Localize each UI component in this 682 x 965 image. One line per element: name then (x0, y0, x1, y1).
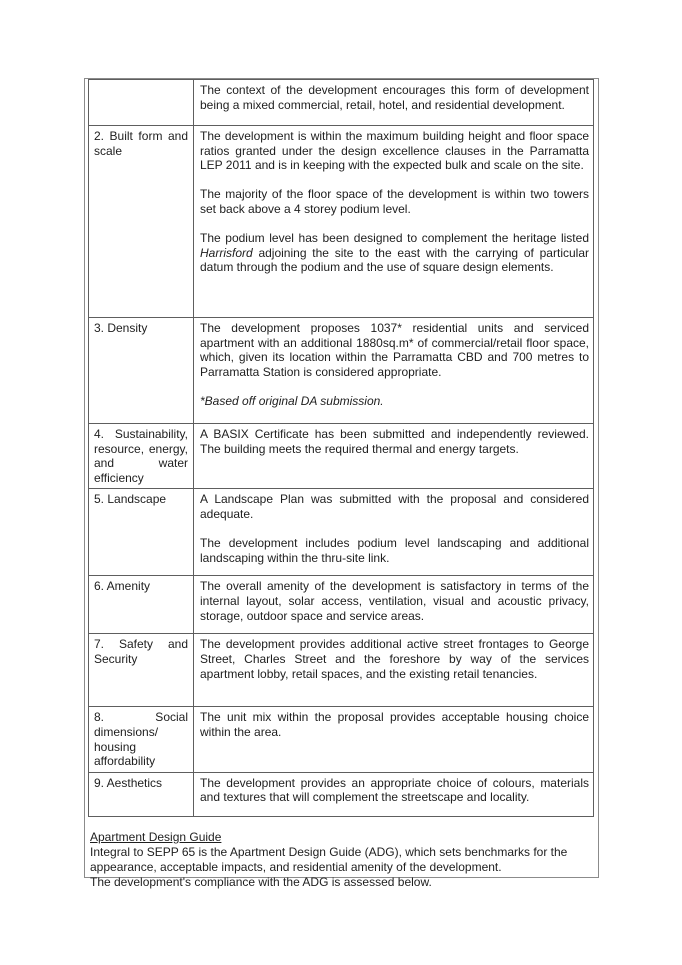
comment-cell (194, 707, 594, 772)
criterion-cell (89, 772, 194, 816)
comment-cell (194, 576, 594, 634)
table-row (89, 489, 594, 576)
comment-cell (194, 489, 594, 576)
paragraph: The development includes podium level landscaping and additional landscaping within the thru-site link. (200, 536, 589, 565)
text-segment: The podium level has been designed to complement the heritage listed (200, 231, 589, 246)
table-row (89, 318, 594, 424)
criterion-label: 4. Sustainability, resource, energy, and water efficiency (94, 427, 188, 485)
table-row (89, 772, 594, 816)
paragraph: A Landscape Plan was submitted with the proposal and considered adequate. (200, 492, 589, 521)
adg-section-heading: Apartment Design Guide (90, 829, 222, 844)
footnote-paragraph: *Based off original DA submission. (200, 393, 384, 408)
table-row (89, 707, 594, 772)
paragraph: The unit mix within the proposal provides acceptable housing choice within the area. (200, 710, 589, 739)
text-segment: adjoining the site to the east with the carrying of particular datum through the podium and the use of square design elements. (200, 245, 589, 275)
content-outer-box (84, 78, 599, 889)
comment-cell (194, 318, 594, 424)
table-row (89, 424, 594, 489)
table-row (89, 576, 594, 634)
criterion-cell (89, 707, 194, 772)
criterion-cell (89, 576, 194, 634)
criterion-label: 8. Social dimensions/ housing affordability (94, 710, 188, 769)
criterion-label: 5. Landscape (94, 492, 167, 507)
paragraph (200, 231, 589, 275)
paragraph: The overall amenity of the development is satisfactory in terms of the internal layout, solar access, ventilation, visual and acoustic privacy, storage, outdoor space and service areas. (200, 579, 589, 623)
paragraph: The development proposes 1037* residential units and serviced apartment with an additional 1880sq.m* of commercial/retail floor space, which, given its location within the Parramatta CBD and 700 metres to Parramatta Station is considered appropriate. (200, 321, 589, 379)
adg-paragraph: The development's compliance with the ADG is assessed below. (90, 874, 432, 889)
text-segment-italic: Harrisford (200, 245, 253, 260)
paragraph: The development is within the maximum building height and floor space ratios granted under the design excellence clauses in the Parramatta LEP 2011 and is in keeping with the expected bulk and scale on the site. (200, 129, 589, 173)
comment-cell (194, 80, 594, 126)
adg-paragraph: Integral to SEPP 65 is the Apartment Design Guide (ADG), which sets benchmarks for the appearance, acceptable impacts, and residential amenity of the development. (90, 844, 568, 874)
table-row (89, 80, 594, 126)
criterion-label: 3. Density (94, 321, 148, 335)
criterion-cell (89, 80, 194, 126)
comment-cell (194, 772, 594, 816)
comment-cell (194, 126, 594, 318)
criterion-label: 9. Aesthetics (94, 775, 163, 790)
table-row (89, 634, 594, 707)
criterion-label: 6. Amenity (94, 579, 151, 594)
criterion-label: 2. Built form and scale (94, 129, 188, 158)
paragraph: A BASIX Certificate has been submitted and independently reviewed. The building meets the required thermal and energy targets. (200, 427, 589, 456)
comment-cell (194, 634, 594, 707)
criterion-cell (89, 126, 194, 318)
comment-cell (194, 424, 594, 489)
criterion-cell (89, 489, 194, 576)
paragraph: The majority of the floor space of the development is within two towers set back above a 4 storey podium level. (200, 187, 589, 216)
criterion-cell (89, 318, 194, 424)
paragraph: The development provides an appropriate choice of colours, materials and textures that will complement the streetscape and locality. (200, 775, 589, 805)
criterion-cell (89, 424, 194, 489)
criterion-label: 7. Safety and Security (94, 637, 188, 666)
paragraph: The context of the development encourages this form of development being a mixed commercial, retail, hotel, and residential development. (200, 83, 589, 112)
design-principles-table (88, 79, 594, 817)
table-row (89, 126, 594, 318)
criterion-cell (89, 634, 194, 707)
adg-section (90, 830, 594, 890)
paragraph: The development provides additional active street frontages to George Street, Charles Street and the foreshore by way of the services apartment lobby, retail spaces, and the existing retail tenancies. (200, 637, 589, 681)
